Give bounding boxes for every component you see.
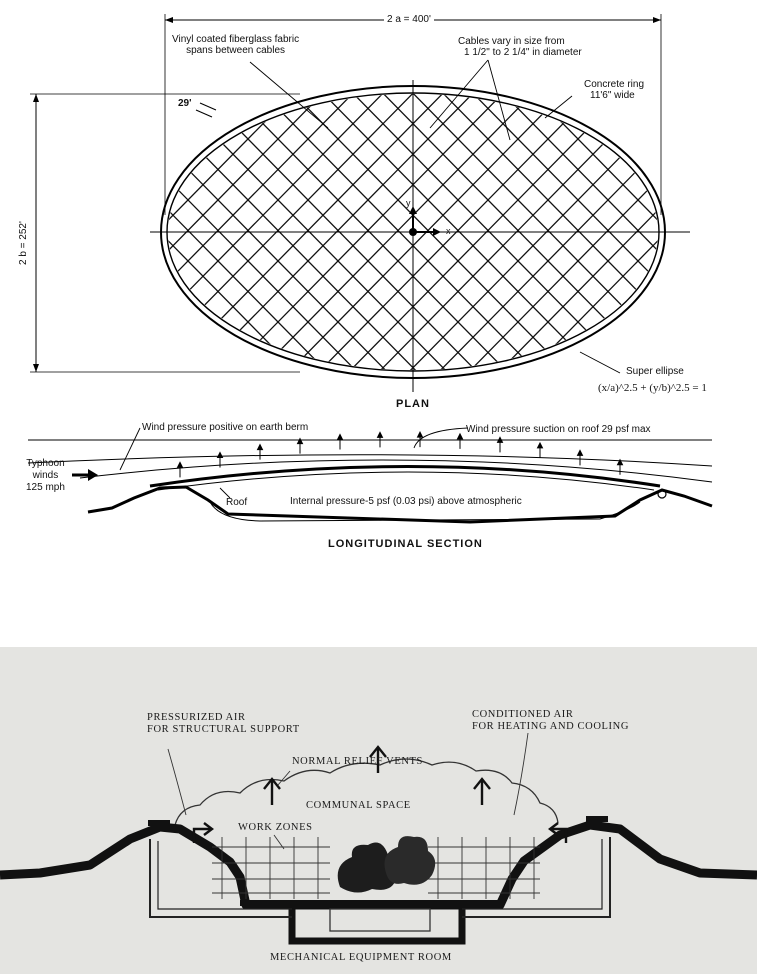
cable-line bbox=[0, 80, 66, 385]
cable-line bbox=[0, 80, 70, 385]
typhoon-label: Typhoon winds 125 mph bbox=[26, 458, 65, 493]
super-ellipse-label: Super ellipse bbox=[626, 366, 684, 377]
mechanical-room-label: MECHANICAL EQUIPMENT ROOM bbox=[270, 952, 452, 963]
suction-arrowhead bbox=[418, 432, 423, 437]
suction-arrowhead bbox=[218, 453, 223, 458]
conditioned-air-label: CONDITIONED AIR FOR HEATING AND COOLING bbox=[472, 709, 630, 732]
section-title: LONGITUDINAL SECTION bbox=[328, 538, 483, 550]
x-axis-label: x bbox=[446, 226, 451, 236]
cable-line bbox=[0, 80, 6, 385]
cable-line bbox=[0, 80, 96, 385]
plan-title: PLAN bbox=[396, 398, 430, 410]
wind-berm-label: Wind pressure positive on earth berm bbox=[142, 422, 309, 433]
super-ellipse-formula: (x/a)^2.5 + (y/b)^2.5 = 1 bbox=[598, 382, 707, 394]
y-axis-label: y bbox=[406, 198, 411, 208]
cable-line bbox=[700, 80, 757, 385]
internal-pressure-label: Internal pressure-5 psf (0.03 psi) above atmospheric bbox=[290, 496, 522, 507]
suction-arrowhead bbox=[458, 434, 463, 439]
cable-spacing-label: 29' bbox=[178, 98, 192, 109]
cable-line bbox=[696, 80, 757, 385]
roof-line bbox=[150, 467, 660, 487]
work-zones-label: WORK ZONES bbox=[238, 822, 313, 833]
suction-arrowhead bbox=[298, 439, 303, 444]
section-photo bbox=[0, 647, 757, 974]
cable-line bbox=[0, 80, 10, 385]
cable-line bbox=[726, 80, 757, 385]
wind-roof-label: Wind pressure suction on roof 29 psf max bbox=[466, 424, 651, 435]
suction-arrowhead bbox=[578, 450, 583, 455]
communal-tree-right bbox=[385, 836, 436, 885]
suction-arrowhead bbox=[538, 443, 543, 448]
cable-line bbox=[730, 80, 757, 385]
suction-arrowhead bbox=[498, 437, 503, 442]
suction-arrowhead bbox=[378, 432, 383, 437]
communal-space-label: COMMUNAL SPACE bbox=[306, 800, 411, 811]
relief-vents-label: NORMAL RELIEF VENTS bbox=[292, 756, 423, 767]
roof-label: Roof bbox=[226, 497, 248, 508]
suction-arrowhead bbox=[178, 462, 183, 467]
section-diagram bbox=[28, 428, 712, 522]
height-dimension-label: 2 b = 252' bbox=[18, 218, 29, 268]
concrete-ring-label: Concrete ring 11'6" wide bbox=[584, 79, 645, 101]
fabric-label: Vinyl coated fiberglass fabric spans between cables bbox=[172, 34, 300, 56]
cables-label: Cables vary in size from 1 1/2" to 2 1/4" in diameter bbox=[458, 36, 582, 58]
mechanical-room bbox=[292, 905, 462, 941]
pneumatic-roof bbox=[175, 759, 558, 825]
suction-arrowhead bbox=[258, 445, 263, 450]
suction-arrowhead bbox=[338, 435, 343, 440]
pressurized-air-label: PRESSURIZED AIR FOR STRUCTURAL SUPPORT bbox=[147, 712, 300, 735]
cable-line bbox=[0, 80, 100, 385]
width-dimension-label: 2 a = 400' bbox=[384, 14, 434, 25]
